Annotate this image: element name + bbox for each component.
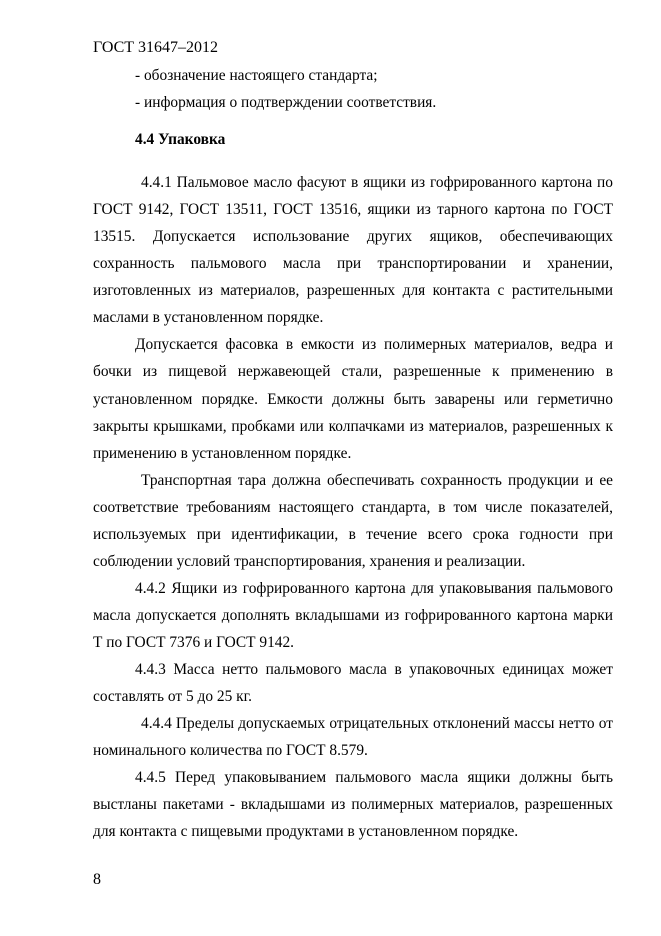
paragraph-4-4-3: 4.4.3 Масса нетто пальмового масла в упаковочных единицах может составлять от 5 до 25 кг. [93,660,613,706]
list-item: - информация о подтверждении соответствия. [135,94,437,112]
document-body [93,62,613,845]
section-title: 4.4 Упаковка [135,131,226,149]
paragraph-4-4-5: 4.4.5 Перед упаковыванием пальмового масла ящики должны быть выстланы пакетами - вкладышами из полимерных материалов, разрешенных для контакта с пищевыми продуктами в установленном порядке. [93,769,613,841]
paragraph-4-4-4: 4.4.4 Пределы допускаемых отрицательных отклонений массы нетто от номинального количества по ГОСТ 8.579. [93,715,613,760]
paragraph-transport-container: Транспортная тара должна обеспечивать сохранность продукции и ее соответствие требованиям настоящего стандарта, в том числе показателей, используемых при идентификации, в течение всего срока годности при соблюдении условий транспортирования, хранения и реализации. [93,471,613,570]
standard-code-header: ГОСТ 31647–2012 [93,39,219,56]
paragraph-4-4-2: 4.4.2 Ящики из гофрированного картона для упаковывания пальмового масла допускается дополнять вкладышами из гофрированного картона марки Т по ГОСТ 7376 и ГОСТ 9142. [93,579,613,651]
paragraph-4-4-1: 4.4.1 Пальмовое масло фасуют в ящики из гофрированного картона по ГОСТ 9142, ГОСТ 13511, ГОСТ 13516, ящики из тарного картона по ГОСТ 13515. Допускается использование других ящиков, обеспечивающих сохранность пальмового масла при транспортировании и хранении, изготовленных из материалов, разрешенных для контакта с растительными маслами в установленном порядке. [93,174,613,327]
list-item: - обозначение настоящего стандарта; [135,67,378,84]
page-number: 8 [93,871,101,888]
paragraph-packaging-containers: Допускается фасовка в емкости из полимерных материалов, ведра и бочки из пищевой нержавеющей стали, разрешенные к применению в установленном порядке. Емкости должны быть заварены или герметично закрыты крышками, пробками или колпачками из материалов, разрешенных к применению в установленном порядке. [93,336,613,462]
